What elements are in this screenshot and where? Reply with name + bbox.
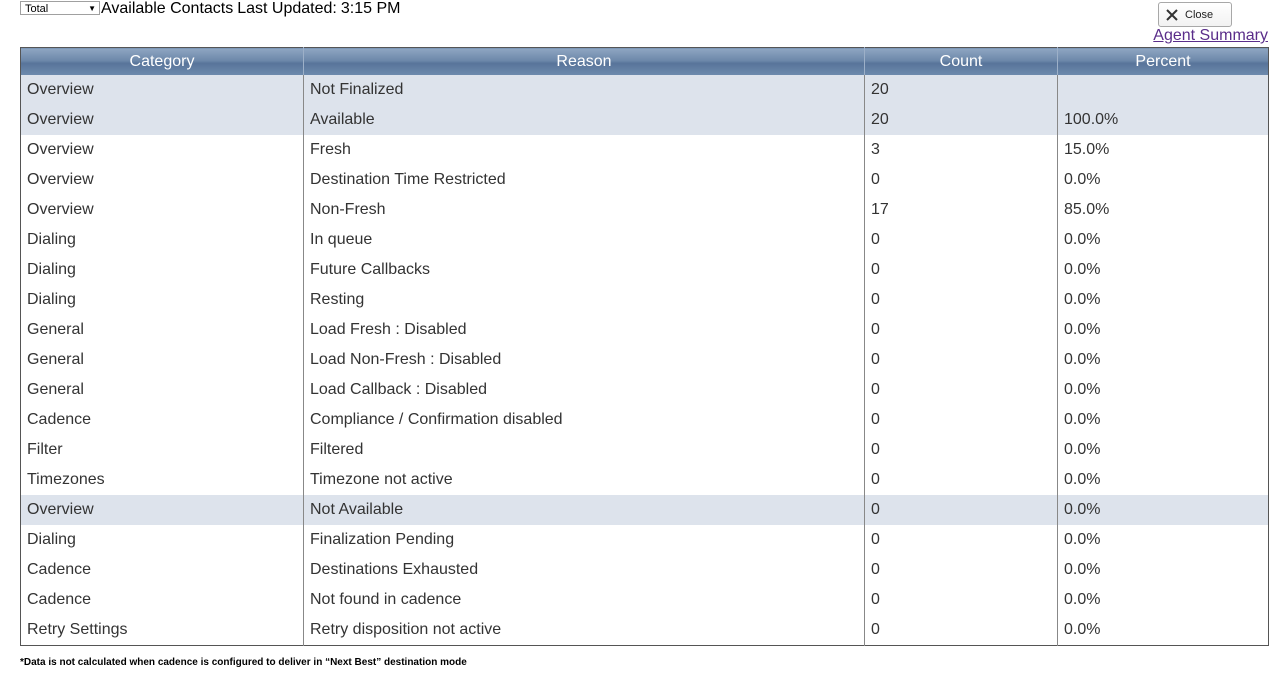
cell-category: Filter (27, 441, 63, 458)
cell-reason: Non-Fresh (304, 195, 865, 225)
cell-count: 0 (865, 465, 1058, 495)
cell-reason: Destinations Exhausted (304, 555, 865, 585)
agent-summary-link[interactable]: Agent Summary (1153, 27, 1268, 44)
cell-percent: 0.0% (1058, 165, 1269, 195)
cell-reason: Load Callback : Disabled (304, 375, 865, 405)
cell-percent: 0.0% (1058, 585, 1269, 615)
table-header-row (21, 48, 1269, 76)
column-header-count[interactable]: Count (865, 48, 1058, 76)
cell-reason: Not found in cadence (304, 585, 865, 615)
cell-count: 0 (865, 615, 1058, 646)
cell-reason: Future Callbacks (304, 255, 865, 285)
cell-count: 0 (865, 165, 1058, 195)
available-contacts-table (20, 47, 1269, 646)
cell-percent: 0.0% (1058, 375, 1269, 405)
cell-percent: 0.0% (1058, 405, 1269, 435)
cell-count: 0 (865, 405, 1058, 435)
cell-percent: 100.0% (1058, 105, 1269, 135)
column-header-reason[interactable]: Reason (304, 48, 865, 76)
cell-percent: 0.0% (1058, 345, 1269, 375)
column-header-category[interactable]: Category (21, 48, 304, 76)
last-updated-time: 3:15 PM (340, 0, 401, 17)
table-row (21, 555, 1269, 585)
cell-percent: 0.0% (1058, 615, 1269, 646)
cell-reason: Not Finalized (304, 75, 865, 105)
table-row (21, 165, 1269, 195)
table-row (21, 495, 1269, 525)
table-row (21, 585, 1269, 615)
cell-reason: Filtered (304, 435, 865, 465)
table-row (21, 375, 1269, 405)
cell-reason: In queue (304, 225, 865, 255)
cell-category: Cadence (27, 411, 92, 428)
cell-reason: Load Fresh : Disabled (304, 315, 865, 345)
page-heading (101, 0, 404, 18)
cell-count: 0 (865, 225, 1058, 255)
cell-category: Dialing (27, 531, 76, 548)
cell-percent: 0.0% (1058, 225, 1269, 255)
dropdown-arrow-icon: ▼ (88, 4, 96, 13)
footnote: *Data is not calculated when cadence is configured to deliver in “Next Best” destination mode (20, 657, 467, 668)
table-row (21, 315, 1269, 345)
close-icon (1159, 8, 1185, 22)
cell-count: 0 (865, 285, 1058, 315)
cell-percent: 0.0% (1058, 285, 1269, 315)
cell-category: Timezones (27, 471, 105, 488)
cell-count: 0 (865, 495, 1058, 525)
cell-count: 17 (865, 195, 1058, 225)
cell-category: General (27, 321, 84, 338)
cell-category: Overview (21, 75, 304, 105)
cell-category: Cadence (27, 561, 92, 578)
cell-count: 0 (865, 345, 1058, 375)
view-select[interactable] (20, 1, 100, 15)
cell-category: Overview (21, 105, 304, 135)
cell-category: Dialing (27, 231, 76, 248)
cell-count: 0 (865, 315, 1058, 345)
cell-count: 20 (865, 75, 1058, 105)
last-updated-label: Last Updated: (237, 0, 337, 17)
cell-percent: 85.0% (1058, 195, 1269, 225)
cell-percent: 0.0% (1058, 255, 1269, 285)
table-row (21, 525, 1269, 555)
cell-count: 0 (865, 555, 1058, 585)
cell-category: General (27, 381, 84, 398)
cell-reason: Finalization Pending (304, 525, 865, 555)
table-row (21, 255, 1269, 285)
cell-count: 0 (865, 435, 1058, 465)
cell-count: 3 (865, 135, 1058, 165)
cell-reason: Available (304, 105, 865, 135)
cell-category: Dialing (27, 261, 76, 278)
cell-count: 0 (865, 255, 1058, 285)
cell-count: 0 (865, 585, 1058, 615)
table-row (21, 285, 1269, 315)
table-row (21, 405, 1269, 435)
cell-reason: Resting (304, 285, 865, 315)
cell-percent: 0.0% (1058, 465, 1269, 495)
table-row (21, 345, 1269, 375)
close-button-label: Close (1185, 8, 1214, 21)
cell-reason: Fresh (304, 135, 865, 165)
table-row (21, 75, 1269, 105)
view-select-value: Total (25, 3, 49, 15)
cell-percent: 0.0% (1058, 525, 1269, 555)
cell-percent: 0.0% (1058, 315, 1269, 345)
cell-reason: Compliance / Confirmation disabled (304, 405, 865, 435)
cell-reason: Destination Time Restricted (304, 165, 865, 195)
cell-category: Overview (21, 495, 304, 525)
page-title: Available Contacts (101, 0, 234, 17)
cell-reason: Retry disposition not active (304, 615, 865, 646)
cell-reason: Timezone not active (304, 465, 865, 495)
table-row (21, 135, 1269, 165)
table-row (21, 465, 1269, 495)
cell-percent: 0.0% (1058, 555, 1269, 585)
cell-count: 20 (865, 105, 1058, 135)
top-bar (20, 0, 404, 18)
cell-percent: 15.0% (1058, 135, 1269, 165)
table-row (21, 435, 1269, 465)
cell-category: Retry Settings (27, 621, 128, 638)
cell-count: 0 (865, 375, 1058, 405)
cell-reason: Not Available (304, 495, 865, 525)
cell-category: General (27, 351, 84, 368)
cell-percent: 0.0% (1058, 495, 1269, 525)
table-row (21, 225, 1269, 255)
table-row (21, 615, 1269, 646)
cell-category: Overview (27, 201, 94, 218)
close-button[interactable] (1158, 2, 1232, 27)
table-row (21, 195, 1269, 225)
cell-reason: Load Non-Fresh : Disabled (304, 345, 865, 375)
cell-category: Dialing (27, 291, 76, 308)
cell-category: Overview (27, 171, 94, 188)
table-row (21, 105, 1269, 135)
cell-count: 0 (865, 525, 1058, 555)
column-header-percent[interactable]: Percent (1058, 48, 1269, 76)
cell-category: Cadence (27, 591, 92, 608)
cell-percent (1058, 75, 1269, 105)
cell-percent: 0.0% (1058, 435, 1269, 465)
cell-category: Overview (27, 141, 94, 158)
table-body (21, 75, 1269, 646)
